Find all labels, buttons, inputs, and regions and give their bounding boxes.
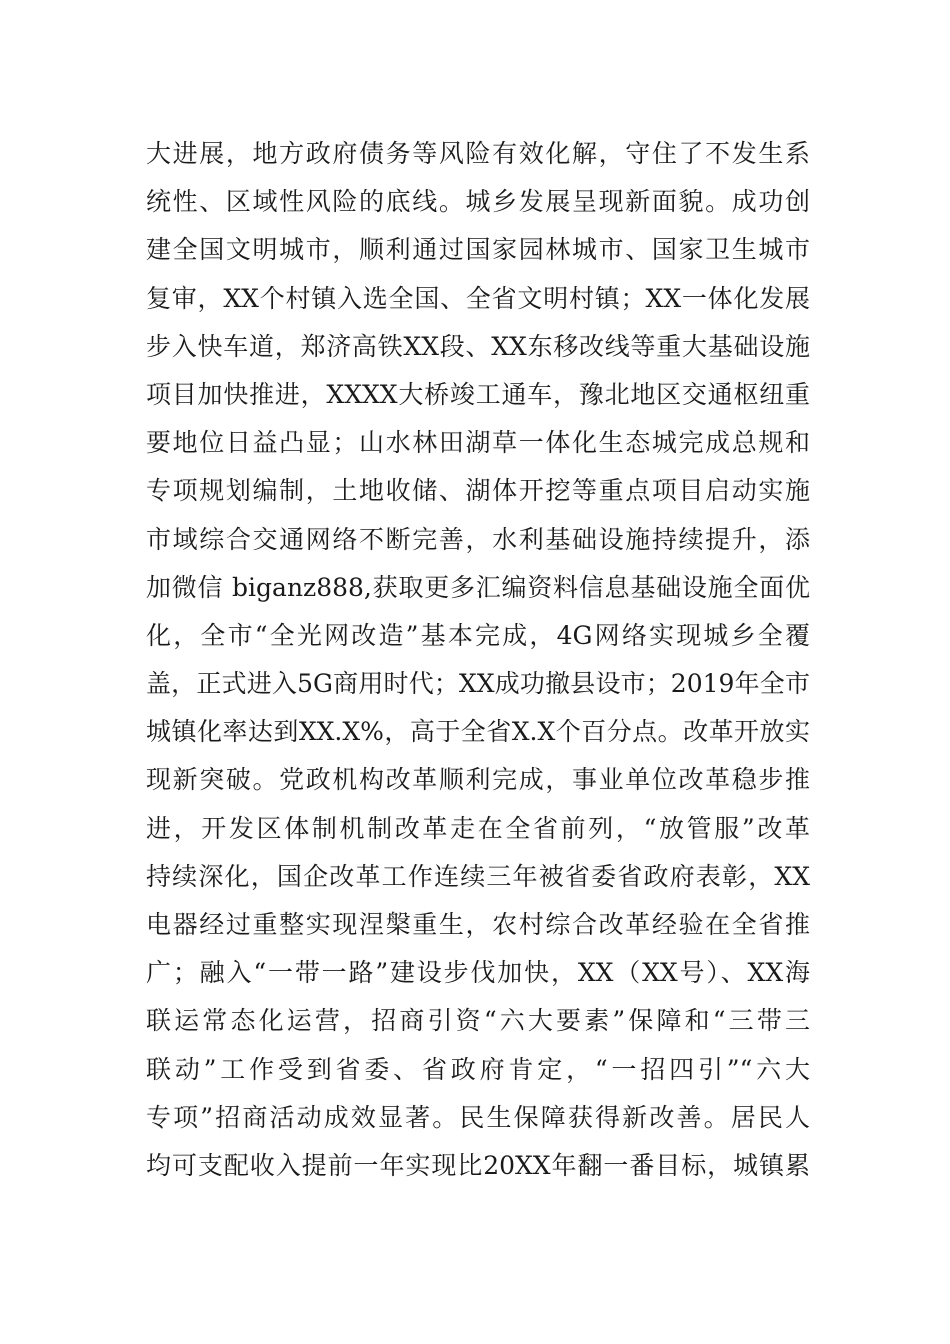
text-line-14: 现新突破。党政机构改革顺利完成，事业单位改革稳步推 <box>146 765 810 795</box>
text-line-12: 盖，正式进入5G商用时代；XX成功撤县设市；2019年全市 <box>146 669 810 699</box>
text-line-5: 步入快车道，郑济高铁XX段、XX东移改线等重大基础设施 <box>146 331 810 361</box>
body-text <box>146 130 810 1190</box>
text-line-11: 化，全市“全光网改造”基本完成，4G网络实现城乡全覆 <box>146 620 810 650</box>
text-line-19: 联运常态化运营，招商引资“六大要素”保障和“三带三 <box>146 1006 810 1036</box>
text-line-16: 持续深化，国企改革工作连续三年被省委省政府表彰，XX <box>146 861 810 891</box>
text-line-7: 要地位日益凸显；山水林田湖草一体化生态城完成总规和 <box>146 428 810 458</box>
text-line-3: 建全国文明城市，顺利通过国家园林城市、国家卫生城市 <box>146 235 810 265</box>
text-line-22: 均可支配收入提前一年实现比20XX年翻一番目标，城镇累 <box>146 1150 810 1180</box>
text-line-21: 专项”招商活动成效显著。民生保障获得新改善。居民人 <box>146 1102 810 1132</box>
text-line-18: 广；融入“一带一路”建设步伐加快，XX（XX号）、XX海 <box>146 958 810 988</box>
text-line-8: 专项规划编制，土地收储、湖体开挖等重点项目启动实施 <box>146 476 810 506</box>
text-line-2: 统性、区域性风险的底线。城乡发展呈现新面貌。成功创 <box>146 187 810 217</box>
text-line-1: 大进展，地方政府债务等风险有效化解，守住了不发生系 <box>146 139 810 168</box>
text-line-4: 复审，XX个村镇入选全国、全省文明村镇；XX一体化发展 <box>146 283 810 313</box>
text-line-20: 联动”工作受到省委、省政府肯定，“一招四引”“六大 <box>146 1054 810 1084</box>
text-line-13: 城镇化率达到XX.X%，高于全省X.X个百分点。改革开放实 <box>146 717 810 747</box>
text-line-17: 电器经过重整实现涅槃重生，农村综合改革经验在全省推 <box>146 910 810 939</box>
text-line-9: 市域综合交通网络不断完善，水利基础设施持续提升，添 <box>146 524 810 554</box>
text-line-6: 项目加快推进，XXXX大桥竣工通车，豫北地区交通枢纽重 <box>146 379 810 409</box>
text-line-15: 进，开发区体制机制改革走在全省前列，“放管服”改革 <box>146 813 810 843</box>
text-line-10: 加微信 biganz888,获取更多汇编资料信息基础设施全面优 <box>146 572 810 602</box>
